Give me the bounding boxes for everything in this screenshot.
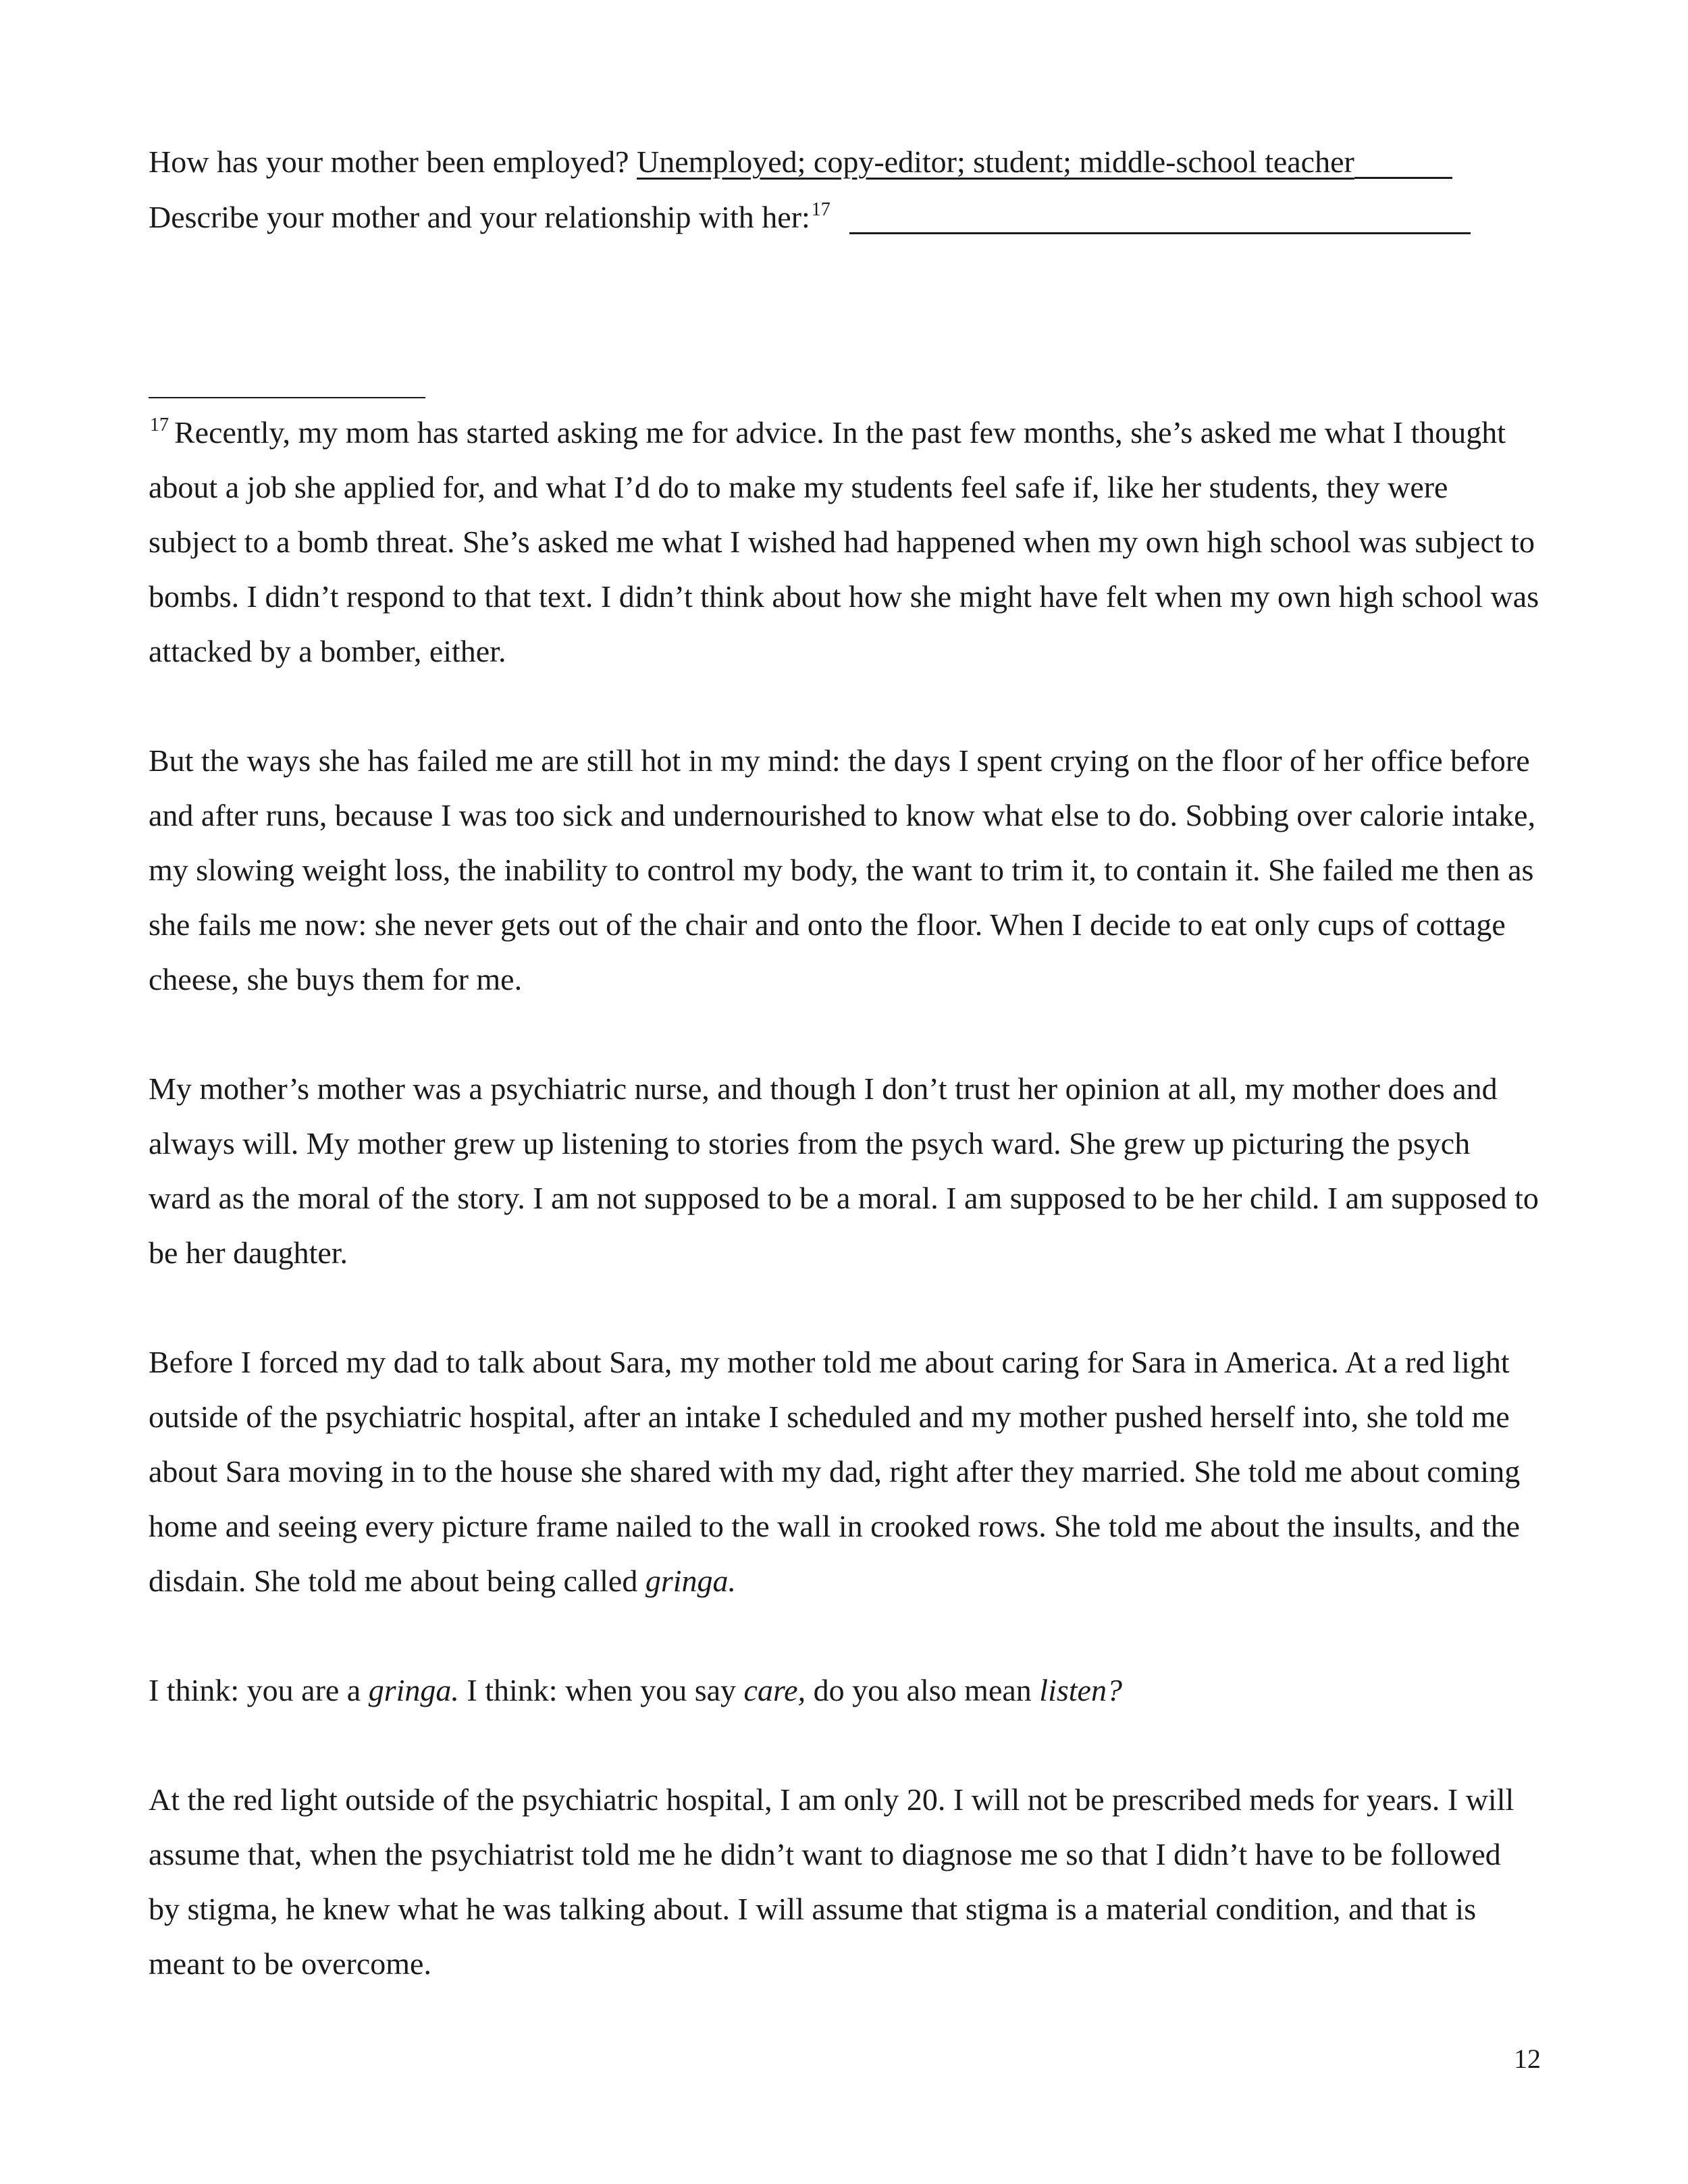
footnote-separator	[149, 397, 425, 398]
footnote-number: 17	[150, 415, 169, 435]
para5-text-a: I think: you are a	[149, 1673, 361, 1707]
employment-answer-underline	[1354, 177, 1452, 179]
footnote-paragraph-4	[149, 1335, 1539, 1608]
para5-italic-care: care,	[743, 1673, 806, 1707]
relationship-line	[149, 190, 1471, 244]
relationship-question: Describe your mother and your relationship with her:	[149, 200, 810, 234]
employment-answer: Unemployed; copy-editor; student; middle-school teacher	[637, 144, 1354, 179]
para5-text-e: do you also mean	[813, 1673, 1032, 1707]
footnote-paragraph-5	[149, 1663, 1539, 1717]
footnote-paragraph-4-text: Before I forced my dad to talk about Sara, my mother told me about caring for Sara in America. At a red light outside of the psychiatric hospital, after an intake I scheduled and my mother pushed herself into, she told me about Sara moving in to the house she shared with my dad, right after they married. She told me about coming home and seeing every picture frame nailed to the wall in crooked rows. She told me about the insults, and the disdain. She told me about being called	[149, 1345, 1521, 1598]
footnote-paragraph-2: But the ways she has failed me are still hot in my mind: the days I spent crying on the floor of her office before and after runs, because I was too sick and undernourished to know what else to do. Sobbing over calorie intake, my slowing weight loss, the inability to control my body, the want to trim it, to contain it. She failed me then as she fails me now: she never gets out of the chair and onto the floor. When I decide to eat only cups of cottage cheese, she buys them for me.	[149, 743, 1536, 996]
page-number: 12	[1514, 2044, 1541, 2074]
employment-line	[149, 135, 1452, 189]
footnote-reference: 17	[811, 199, 830, 220]
relationship-answer-blank	[849, 232, 1471, 234]
footnote-paragraph-1-text: Recently, my mom has started asking me for advice. In the past few months, she’s asked me what I thought about a job she applied for, and what I’d do to make my students feel safe if, like her students, they were subject to a bomb threat. She’s asked me what I wished had happened when my own high school was subject to bombs. I didn’t respond to that text. I didn’t think about how she might have felt when my own high school was attacked by a bomber, either.	[149, 415, 1539, 668]
footnote-17	[149, 405, 1539, 1991]
employment-question: How has your mother been employed?	[149, 144, 629, 179]
para5-italic-listen: listen?	[1039, 1673, 1122, 1707]
para5-italic-gringa: gringa.	[368, 1673, 459, 1707]
footnote-paragraph-3: My mother’s mother was a psychiatric nurse, and though I don’t trust her opinion at all, my mother does and always will. My mother grew up listening to stories from the psych ward. She grew up picturing the psych ward as the moral of the story. I am not supposed to be a moral. I am supposed to be her child. I am supposed to be her daughter.	[149, 1071, 1539, 1270]
footnote-paragraph-1	[149, 405, 1539, 678]
footnote-paragraph-4-italic: gringa.	[645, 1564, 737, 1598]
footnote-paragraph-6: At the red light outside of the psychiatric hospital, I am only 20. I will not be prescribed meds for years. I will assume that, when the psychiatrist told me he didn’t want to diagnose me so that I didn’t have to be followed by stigma, he knew what he was talking about. I will assume that stigma is a material condition, and that is meant to be overcome.	[149, 1782, 1514, 1981]
para5-text-c: I think: when you say	[467, 1673, 737, 1707]
